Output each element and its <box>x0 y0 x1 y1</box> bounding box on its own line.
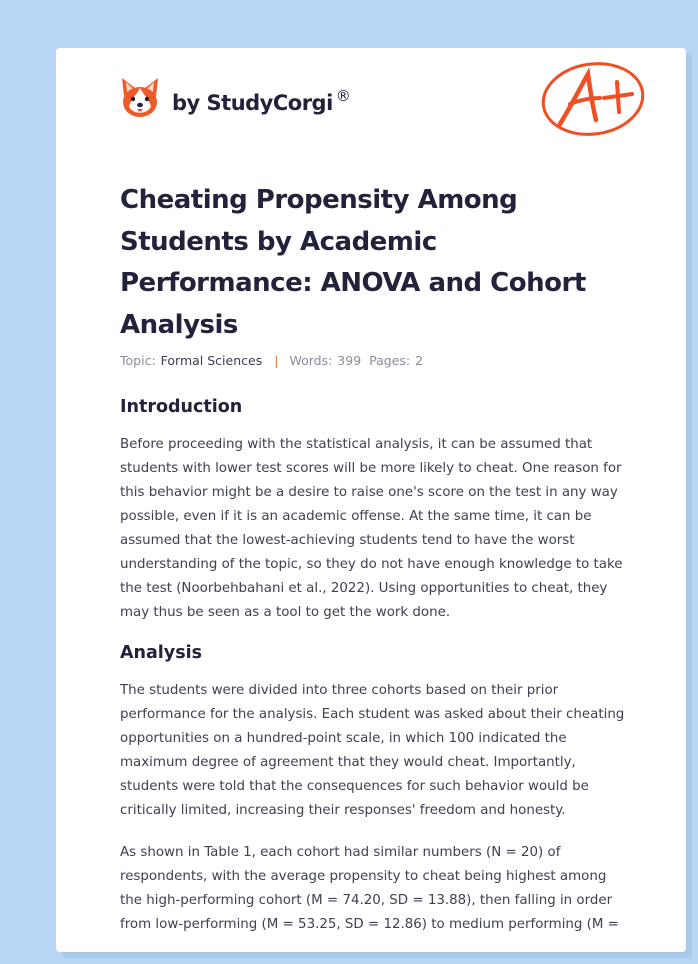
topic-label: Topic: <box>120 353 156 368</box>
document-page <box>56 48 686 952</box>
topic-link[interactable]: Formal Sciences <box>160 353 263 368</box>
words-label: Words: <box>289 353 333 368</box>
brand-header[interactable] <box>120 76 350 120</box>
meta-separator: | <box>274 353 279 368</box>
words-count: 399 <box>337 353 362 368</box>
registered-mark: ® <box>335 87 351 105</box>
article-meta <box>120 353 423 368</box>
pages-count: 2 <box>415 353 424 368</box>
page-title: Cheating Propensity Among Students by Academic Performance: ANOVA and Cohort Analysis <box>120 185 586 340</box>
analysis-paragraph-2: As shown in Table 1, each cohort had similar numbers (N = 20) of respondents, with the average propensity to cheat being highest among the high-performing cohort (M = 74.20, SD = 13.88), then falling in order from low-performing (M = 53.25, SD = 12.86) to medium performing (M = <box>120 845 619 932</box>
analysis-heading: Analysis <box>120 643 203 663</box>
introduction-heading: Introduction <box>120 397 243 417</box>
analysis-paragraph-1: The students were divided into three cohorts based on their prior performance for the analysis. Each student was asked about their cheating opportunities on a hundred-point scale, in which 100 indicated the maximum degree of agreement that they would cheat. Importantly, students were told that the consequences for such behavior would be critically limited, increasing their responses' freedom and honesty. <box>120 683 625 818</box>
pages-label: Pages: <box>369 353 411 368</box>
introduction-paragraph: Before proceeding with the statistical analysis, it can be assumed that students with lower test scores will be more likely to cheat. One reason for this behavior might be a desire to raise one's score on the test in any way possible, even if it is an academic offense. At the same time, it can be assumed that the lowest-achieving students tend to have the worst understanding of the topic, so they do not have enough knowledge to take the test (Noorbehbahani et al., 2022). Using opportunities to cheat, they may thus be seen as a tool to get the work done. <box>120 437 623 620</box>
brand-name: by StudyCorgi <box>172 91 333 115</box>
a-plus-grade-icon <box>538 58 648 140</box>
corgi-logo-icon <box>120 76 160 120</box>
